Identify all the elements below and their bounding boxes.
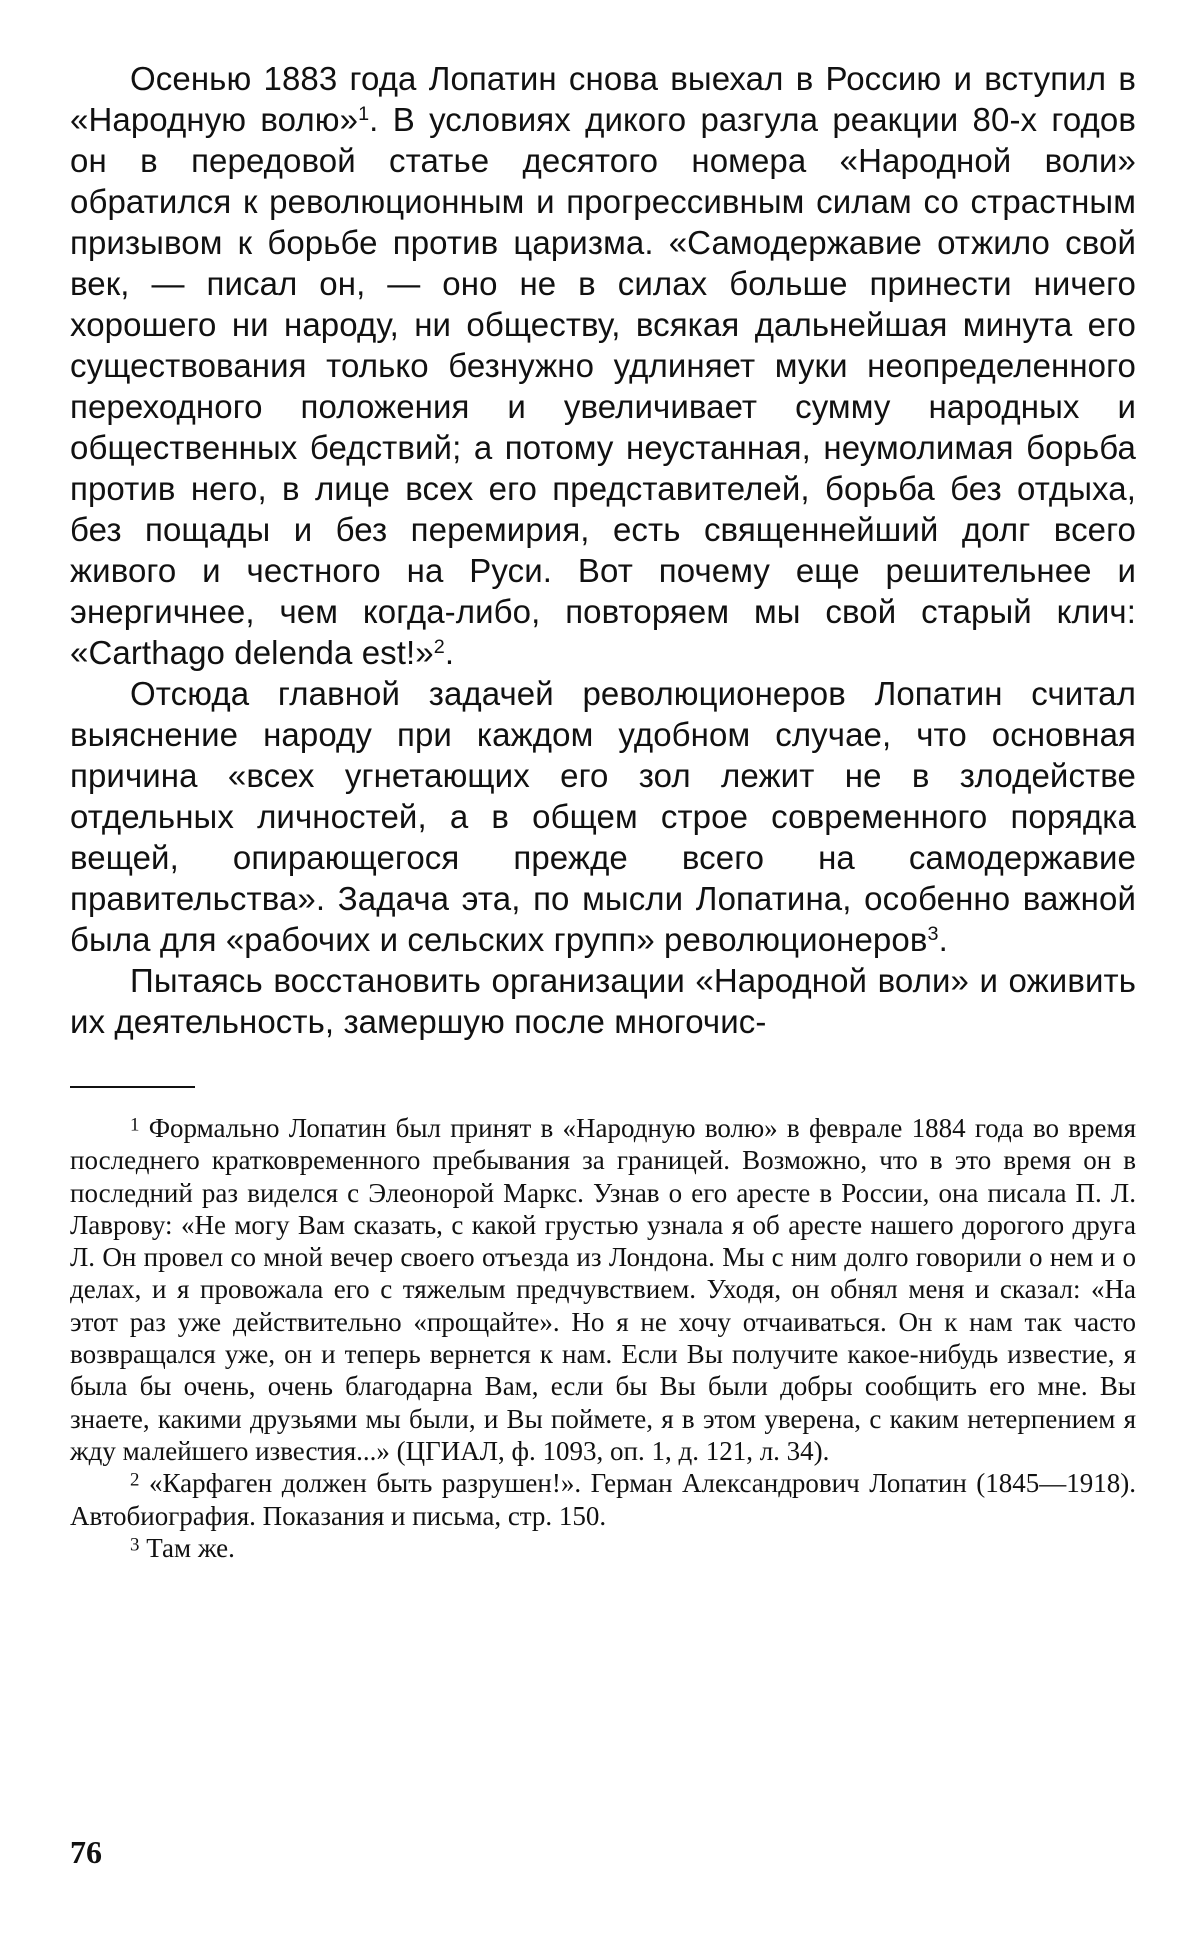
paragraph-2-text: Отсюда главной задачей революционеров Лопатин считал выяснение народу при каждом удобном случае, что основная причина «всех угнетающих его зол лежит не в злодействе отдельных личностей, а в общем строе современного порядка вещей, опирающегося прежде всего на самодержавие правительства». Задача эта, по мысли Лопатина, особенно важной была для «рабочих и сельских групп» революционеров — [70, 675, 1136, 958]
footnote-ref-2[interactable]: 2 — [433, 636, 445, 659]
paragraph-1-text-continued: . В условиях дикого разгула реакции 80-х годов он в передовой статье десятого номера «Народной воли» обратился к революционным и прогрессивным силам со страстным призывом к борьбе против царизма. «Самодержавие отжило свой век, — писал он, — оно не в силах больше принести ничего хорошего ни народу, ни обществу, всякая дальнейшая минута его существования только безнужно удлиняет муки неопределенного переходного положения и увеличивает сумму народных и общественных бедствий; а потому неустанная, неумолимая борьба против него, в лице всех его представителей, борьба без отдыха, без пощады и без перемирия, есть священнейший долг всего живого и честного на Руси. Вот почему еще решительнее и энергичнее, чем когда-либо, повторяем мы свой старый клич: «Carthago delenda est!» — [70, 101, 1136, 671]
footnote-1-text: Формально Лопатин был принят в «Народную волю» в феврале 1884 года во время последнего кратковременного пребывания за границей. Возможно, что в это время он в последний раз виделся с Элеонорой Маркс. Узнав о его аресте в России, она писала П. Л. Лаврову: «Не могу Вам сказать, с какой грустью узнала я об аресте нашего дорогого друга Л. Он провел со мной вечер своего отъезда из Лондона. Мы с ним долго говорили о нем и о делах, и я провожала его с тяжелым предчувствием. Уходя, он обнял меня и сказал: «На этот раз уже действительно «прощайте». Но я не хочу отчаиваться. Он к нам так часто возвращался уже, он и теперь вернется к нам. Если Вы получите какое-нибудь известие, я была бы очень, очень благодарна Вам, если бы Вы были добры сообщить его мне. Вы знаете, какими друзьями мы были, и Вы поймете, я в этом уверена, с каким нетерпением я жду малейшего известия...» (ЦГИАЛ, ф. 1093, оп. 1, д. 121, л. 34). — [70, 1113, 1137, 1466]
paragraph-1 — [70, 58, 1136, 673]
footnote-3-mark: 3 — [130, 1534, 140, 1556]
footnote-2 — [70, 1467, 1136, 1532]
paragraph-3-text: Пытаясь восстановить организации «Народной воли» и оживить их деятельность, замершую после многочис- — [70, 962, 1136, 1040]
page-content — [70, 58, 1136, 1564]
paragraph-2-end: . — [938, 921, 948, 958]
page-number: 76 — [70, 1834, 102, 1870]
paragraph-1-text: Осенью 1883 года Лопатин снова выехал в Россию и вступил в «Народную волю» — [70, 60, 1136, 138]
footnote-3 — [70, 1532, 1136, 1564]
footnote-divider — [70, 1086, 195, 1088]
footnote-2-text: «Карфаген должен быть разрушен!». Герман Александрович Лопатин (1845—1918). Автобиография. Показания и письма, стр. 150. — [70, 1468, 1137, 1531]
footnote-2-mark: 2 — [130, 1469, 140, 1491]
footnote-ref-3[interactable]: 3 — [927, 923, 939, 946]
main-text — [70, 58, 1136, 1042]
footnote-3-text: Там же. — [146, 1532, 235, 1563]
paragraph-2 — [70, 673, 1136, 960]
footnote-1-mark: 1 — [130, 1114, 140, 1136]
footnote-1 — [70, 1112, 1136, 1467]
paragraph-3 — [70, 960, 1136, 1042]
footnotes — [70, 1112, 1136, 1564]
paragraph-1-end: . — [444, 634, 455, 671]
footnote-ref-1[interactable]: 1 — [358, 103, 370, 126]
